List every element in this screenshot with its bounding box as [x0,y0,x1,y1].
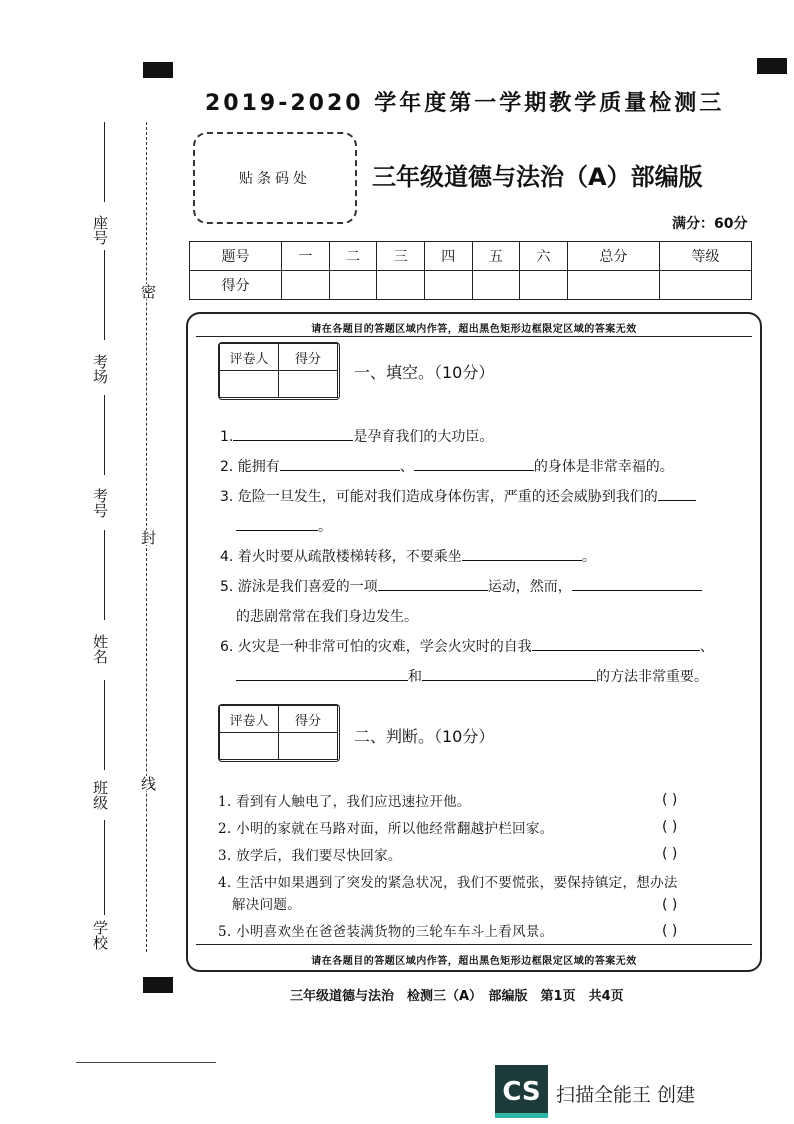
grader-table-1 [219,343,338,398]
judge-item-2: 2. 小明的家就在马路对面，所以他经常翻越护栏回家。 [218,821,554,837]
fill-question-6 [220,636,714,656]
fill-question-5 [220,576,702,596]
answer-blank[interactable] [462,546,582,561]
judge-answer-paren-2[interactable]: ( ) [662,819,678,835]
answer-blank[interactable] [422,666,596,681]
question-text: 、 [699,639,714,655]
question-text: 6. 火灾是一种非常可怕的灾难，学会火灾时的自我 [220,639,532,655]
grader-table-2 [219,705,338,760]
answer-blank[interactable] [658,486,696,501]
question-text: 。 [318,519,332,535]
class-line [104,680,105,770]
question-number: 1. [220,429,234,445]
barcode-area [193,132,357,224]
score-cell[interactable] [659,271,751,300]
answer-area [186,312,762,972]
score-table-header-row [190,242,752,271]
score-cell[interactable] [424,271,472,300]
answer-notice-top: 请在各题目的答题区域内作答，超出黑色矩形边框限定区域的答案无效 [311,324,637,335]
registration-mark-top-left [143,62,173,78]
fill-question-2 [220,456,674,476]
score-header-cell: 等级 [659,242,751,271]
barcode-label: 贴条码处 [239,171,311,187]
section1-heading: 一、填空。（10分） [354,363,495,382]
score-cell[interactable] [520,271,568,300]
room-label: 考场 [91,354,109,384]
score-header-cell: 一 [282,242,330,271]
grader-reviewer-cell[interactable] [220,371,279,398]
score-header-cell: 四 [424,242,472,271]
grader-reviewer-cell[interactable] [220,733,279,760]
exam-title: 2019-2020 学年度第一学期教学质量检测三 [205,91,725,116]
score-header-cell: 三 [377,242,425,271]
question-text: 5. 游泳是我们喜爱的一项 [220,579,378,595]
grader-box-2 [218,704,340,762]
question-text: 是孕育我们的大功臣。 [353,429,494,445]
notice-divider-top [196,336,752,337]
answer-blank[interactable] [532,636,700,651]
score-header-cell: 总分 [567,242,659,271]
judge-answer-paren-3[interactable]: ( ) [662,846,678,862]
seal-char-feng: 封 [139,530,157,545]
score-header-cell: 六 [520,242,568,271]
question-text: 2. 能拥有 [220,459,280,475]
full-score: 满分：60分 [672,216,748,232]
score-cell[interactable] [472,271,520,300]
exam-no-line [104,395,105,475]
page-footer: 三年级道德与法治 检测三（A） 部编版 第1页 共4页 [290,989,624,1004]
question-text: 3. 危险一旦发生，可能对我们造成身体伤害，严重的还会威胁到我们的 [220,489,658,505]
camscanner-watermark: 扫描全能王 创建 [556,1084,696,1106]
score-cell[interactable] [377,271,425,300]
judge-item-3: 3. 放学后，我们要尽快回家。 [218,848,402,864]
answer-blank[interactable] [414,456,534,471]
footer-rule [76,1062,216,1063]
grader-score-cell[interactable] [279,733,338,760]
question-text: 运动，然而， [487,579,572,595]
judge-answer-paren-4[interactable]: ( ) [662,897,678,913]
question-text: 4. 着火时要从疏散楼梯转移，不要乘坐 [220,549,462,565]
score-header-cell: 五 [472,242,520,271]
fill-question-3 [220,486,696,506]
notice-divider-bottom [196,944,752,945]
score-row-label: 得分 [190,271,282,300]
section2-heading: 二、判断。（10分） [354,727,495,746]
judge-item-4-cont: 解决问题。 [232,897,301,913]
judge-item-4: 4. 生活中如果遇到了突发的紧急状况，我们不要慌张，要保持镇定，想办法 [218,875,678,891]
exam-subtitle: 三年级道德与法治（A）部编版 [372,163,703,191]
camscanner-logo-icon [495,1065,548,1118]
score-header-cell: 二 [329,242,377,271]
score-header-cell: 题号 [190,242,282,271]
answer-blank[interactable] [236,516,318,531]
judge-item-1: 1. 看到有人触电了，我们应迅速拉开他。 [218,794,471,810]
room-line [104,250,105,340]
question-text: 的方法非常重要。 [596,669,708,685]
question-text: 的身体是非常幸福的。 [533,459,674,475]
name-label: 姓名 [91,634,109,664]
registration-mark-bottom-left [143,977,173,993]
exam-no-label: 考号 [91,488,109,518]
grader-reviewer-label: 评卷人 [220,344,279,371]
grader-score-cell[interactable] [279,371,338,398]
score-table [189,241,752,300]
answer-notice-bottom: 请在各题目的答题区域内作答，超出黑色矩形边框限定区域的答案无效 [311,956,637,967]
answer-blank[interactable] [233,426,353,441]
name-line [104,530,105,620]
question-text: 和 [408,669,422,685]
question-text: 。 [581,549,596,565]
seal-char-mi: 密 [139,284,157,299]
school-line [104,820,105,915]
judge-answer-paren-5[interactable]: ( ) [662,923,678,939]
fill-question-6-cont [236,666,708,686]
fill-question-1 [220,426,493,446]
grader-box-1 [218,342,340,400]
grader-score-label: 得分 [279,706,338,733]
score-cell[interactable] [282,271,330,300]
answer-blank[interactable] [572,576,702,591]
seal-char-xian: 线 [139,776,157,791]
score-cell[interactable] [567,271,659,300]
score-table-score-row [190,271,752,300]
fill-question-4 [220,546,596,566]
seat-label: 座号 [91,215,109,245]
answer-blank[interactable] [236,666,408,681]
camscanner-logo-text: CS [502,1076,541,1107]
judge-item-5: 5. 小明喜欢坐在爸爸装满货物的三轮车车斗上看风景。 [218,924,554,940]
question-text: 、 [399,459,414,475]
judge-answer-paren-1[interactable]: ( ) [662,792,678,808]
grader-reviewer-label: 评卷人 [220,706,279,733]
registration-mark-top-right [757,58,787,74]
fill-question-5-cont [236,606,418,626]
seat-line [104,122,105,202]
grader-score-label: 得分 [279,344,338,371]
fill-question-3-cont [236,516,332,536]
question-text: 的悲剧常常在我们身边发生。 [236,609,418,625]
score-cell[interactable] [329,271,377,300]
answer-blank[interactable] [378,576,488,591]
class-label: 班级 [91,780,109,810]
answer-blank[interactable] [280,456,400,471]
school-label: 学校 [91,920,109,950]
